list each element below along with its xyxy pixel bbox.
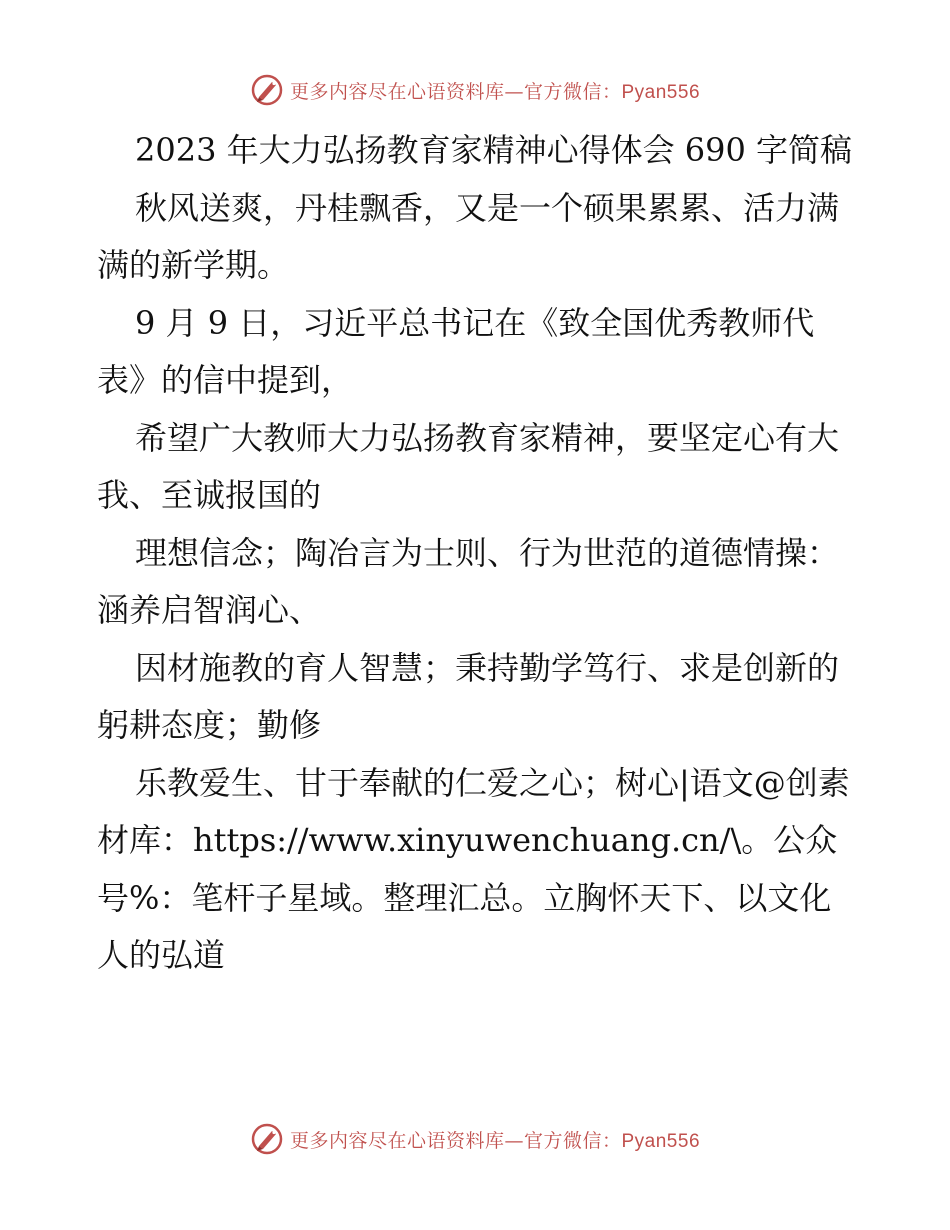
paragraph: 因材施教的育人智慧；秉持勤学笃行、求是创新的躬耕态度；勤修 <box>97 648 840 744</box>
banner-text: 更多内容尽在心语资料库—官方微信：Pyan556 <box>289 80 701 103</box>
paragraph: 秋风送爽，丹桂飘香，又是一个硕果累累、活力满满的新学期。 <box>97 188 840 284</box>
wechat-id: Pyan556 <box>621 1130 701 1152</box>
paragraph: 9 月 9 日，习近平总书记在《致全国优秀教师代表》的信中提到， <box>97 303 815 399</box>
pen-logo-icon <box>250 73 284 107</box>
paragraph: 希望广大教师大力弘扬教育家精神，要坚定心有大我、至诚报国的 <box>97 418 840 514</box>
document-title: 2023 年大力弘扬教育家精神心得体会 690 字简稿 <box>135 131 853 169</box>
footer-banner <box>0 1117 950 1161</box>
paragraph: 理想信念；陶冶言为士则、行为世范的道德情操：涵养启智润心、 <box>97 533 840 629</box>
banner-text: 更多内容尽在心语资料库—官方微信：Pyan556 <box>289 1129 701 1152</box>
wechat-id: Pyan556 <box>621 81 701 103</box>
document-body <box>97 122 857 985</box>
paragraph: 乐教爱生、甘于奉献的仁爱之心；树心|语文@创素材库：https://www.xinyuwenchuang.cn/\。公众号%：笔杆子星域。整理汇总。立胸怀天下、以文化人的弘道 <box>97 763 850 974</box>
pen-logo-icon <box>250 1122 284 1156</box>
header-banner <box>0 68 950 112</box>
